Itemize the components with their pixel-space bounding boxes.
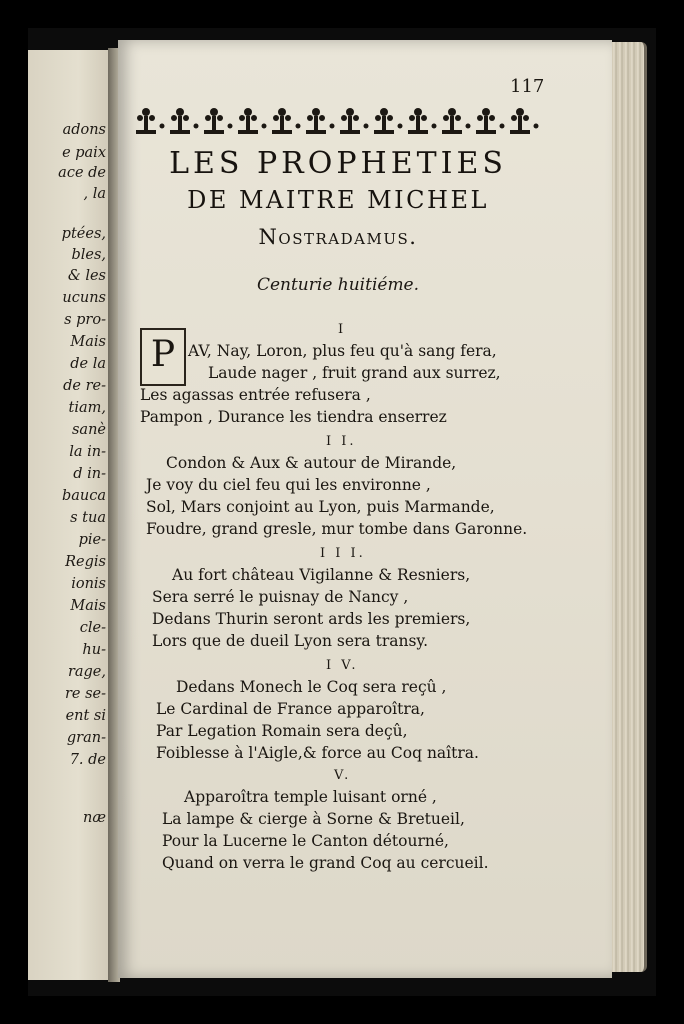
left-fragment: ace de [58, 165, 106, 181]
left-fragment: , la [83, 186, 106, 202]
verse-line: Dedans Monech le Coq sera reçû , [176, 678, 447, 696]
verse-line: Laude nager , fruit grand aux surrez, [208, 364, 501, 382]
verse-line: Le Cardinal de France apparoîtra, [156, 700, 425, 718]
left-fragment: de la [70, 356, 106, 372]
left-fragment: adons [62, 122, 106, 138]
left-fragment: hu- [82, 642, 106, 658]
fleuron-ornament-band [132, 104, 542, 138]
century-subtitle: Centurie huitiéme. [256, 275, 420, 295]
verse-line: Je voy du ciel feu qui les environne , [146, 476, 431, 494]
verse-line: Apparoîtra temple luisant orné , [184, 788, 437, 806]
verse-line: Foudre, grand gresle, mur tombe dans Garonne. [146, 520, 528, 538]
left-fragment: ptées, [61, 226, 106, 242]
left-fragment: s pro- [64, 312, 106, 328]
left-fragment: ent si [65, 708, 106, 724]
left-fragment: la in- [69, 444, 106, 460]
left-fragment: gran- [66, 730, 106, 746]
heading-line-3: Nostradamus. [258, 225, 418, 249]
left-fragment: 7. de [69, 752, 106, 768]
verse-line: Sera serré le puisnay de Nancy , [152, 588, 409, 606]
left-fragment: rage, [67, 664, 106, 680]
left-fragment: ucuns [62, 290, 106, 306]
quatrain-number: V. [334, 768, 352, 783]
left-fragment: Regis [65, 554, 106, 570]
quatrain-number: I V. [326, 658, 359, 673]
verse-line: Foiblesse à l'Aigle,& force au Coq naîtra. [156, 744, 479, 762]
verse-line: Condon & Aux & autour de Mirande, [166, 454, 457, 472]
verse-line: Pour la Lucerne le Canton détourné, [162, 832, 449, 850]
heading-line-2: DE MAITRE MICHEL [187, 186, 489, 214]
verse-line: Lors que de dueil Lyon sera transy. [152, 632, 429, 650]
decorated-initial [140, 328, 186, 386]
left-fragment: re se- [64, 686, 106, 702]
left-fragment: cle- [79, 620, 106, 636]
verse-line: Les agassas entrée refusera , [140, 386, 371, 404]
quatrain-number: I I I. [320, 546, 366, 561]
left-fragment: de re- [63, 378, 106, 394]
verse-line: Pampon , Durance les tiendra enserrez [140, 408, 447, 426]
left-fragment: Mais [70, 598, 106, 614]
left-fragment: tiam, [68, 400, 106, 416]
left-fragment: e paix [62, 145, 106, 161]
quatrain-number: I I. [326, 434, 357, 449]
quatrain-number: I [338, 322, 347, 337]
page-number: 117 [510, 76, 545, 97]
left-fragment: sanè [71, 422, 106, 438]
left-fragment: bles, [71, 247, 106, 263]
left-page [28, 50, 114, 980]
decorated-initial-letter: P [150, 334, 176, 375]
left-fragment: bauca [61, 488, 106, 504]
left-fragment: & les [67, 268, 106, 284]
left-fragment: pie- [78, 532, 106, 548]
heading-line-1: LES PROPHETIES [169, 146, 507, 181]
verse-line: AV, Nay, Loron, plus feu qu'à sang fera, [188, 342, 497, 360]
left-fragment: Mais [70, 334, 106, 350]
verse-line: La lampe & cierge à Sorne & Bretueil, [162, 810, 465, 828]
left-fragment: næ [83, 810, 106, 826]
left-fragment: ionis [71, 576, 106, 592]
verse-line: Dedans Thurin seront ards les premiers, [152, 610, 471, 628]
verse-line: Sol, Mars conjoint au Lyon, puis Marmande, [146, 498, 495, 516]
verse-line: Quand on verra le grand Coq au cercueil. [162, 854, 489, 872]
left-fragment: d in- [73, 466, 106, 482]
verse-line: Au fort château Vigilanne & Resniers, [172, 566, 471, 584]
left-fragment: s tua [70, 510, 106, 526]
verse-line: Par Legation Romain sera deçû, [156, 722, 408, 740]
